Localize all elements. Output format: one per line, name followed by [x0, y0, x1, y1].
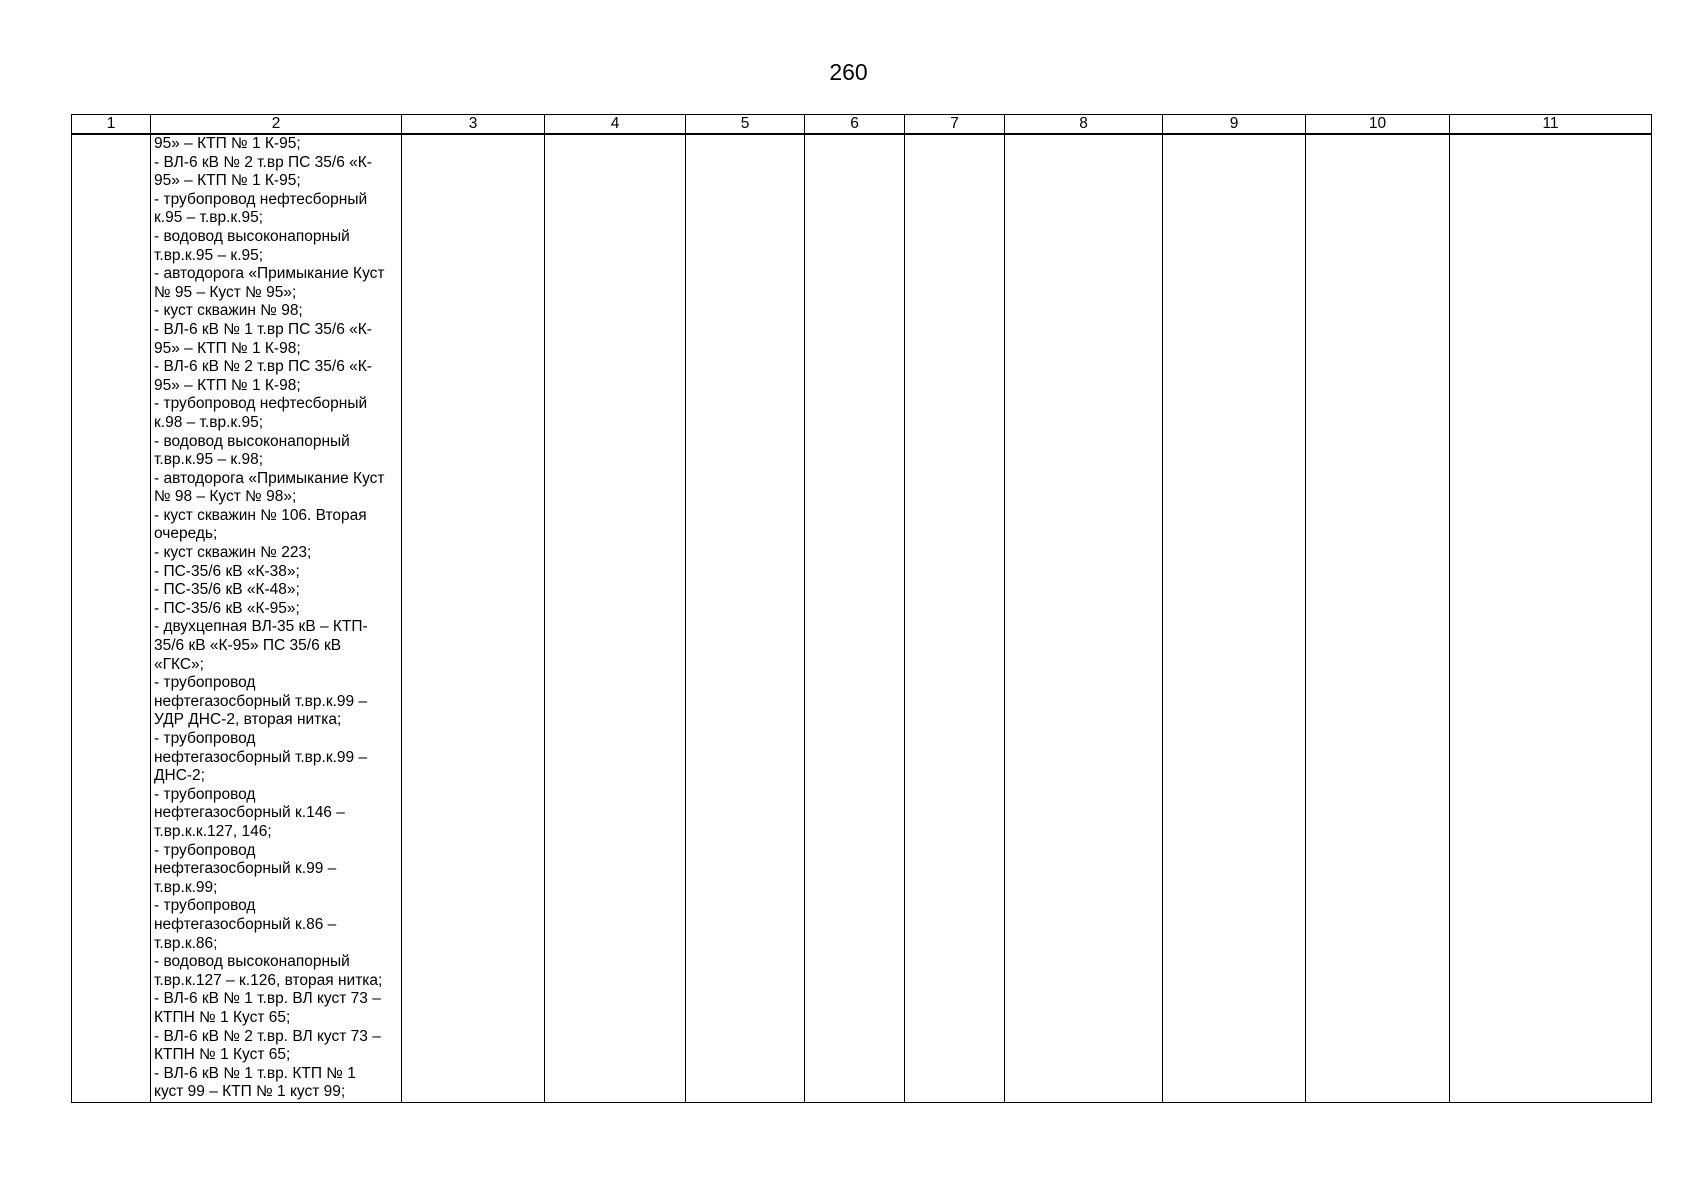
cell-text-line: - ВЛ-6 кВ № 1 т.вр. КТП № 1	[154, 1064, 356, 1082]
table-cell-col9	[1163, 134, 1306, 1102]
cell-text-line: - ПС-35/6 кВ «К-95»;	[154, 599, 300, 617]
table-cell-col8	[1005, 134, 1163, 1102]
cell-text-line: - трубопровод	[154, 730, 256, 747]
column-header: 5	[686, 115, 805, 135]
cell-text-line: нефтегазосборный к.86 –	[154, 915, 337, 933]
cell-text-line: - трубопровод нефтесборный	[154, 395, 368, 413]
cell-text-line: «ГКС»;	[154, 655, 204, 673]
table-cell-col7	[905, 134, 1005, 1102]
cell-text-line: - водовод высоконапорный	[154, 953, 350, 971]
column-header: 7	[905, 115, 1005, 135]
table-cell-col10	[1306, 134, 1450, 1102]
cell-text-line: 95» – КТП № 1 К-98;	[154, 339, 301, 357]
cell-text-line: - водовод высоконапорный	[154, 227, 350, 245]
column-header: 1	[72, 115, 151, 135]
cell-text-line: № 98 – Куст № 98»;	[154, 488, 297, 506]
cell-text-line: к.95 – т.вр.к.95;	[154, 209, 264, 227]
cell-text-line: - ВЛ-6 кВ № 2 т.вр ПС 35/6 «К-	[154, 358, 372, 376]
column-header: 8	[1005, 115, 1163, 135]
cell-text-line: - трубопровод	[154, 785, 256, 803]
cell-text-line: 95» – КТП № 1 К-95;	[154, 135, 301, 152]
column-header: 3	[402, 115, 545, 135]
cell-text-line: КТПН № 1 Куст 65;	[154, 1046, 291, 1064]
cell-text-line: т.вр.к.99;	[154, 878, 218, 896]
cell-text-line: - двухцепная ВЛ-35 кВ – КТП-	[154, 618, 368, 636]
cell-text-line: ДНС-2;	[154, 767, 205, 785]
table-cell-col3	[402, 134, 545, 1102]
cell-text-line: - куст скважин № 106. Вторая	[154, 506, 367, 524]
cell-text-line: - ВЛ-6 кВ № 1 т.вр. ВЛ куст 73 –	[154, 990, 381, 1008]
table-header-row	[72, 115, 1652, 135]
table-cell-col11	[1450, 134, 1652, 1102]
cell-text-line: нефтегазосборный т.вр.к.99 –	[154, 692, 368, 710]
column-header: 11	[1450, 115, 1652, 135]
table-cell-col6	[805, 134, 905, 1102]
column-header: 10	[1306, 115, 1450, 135]
document-table	[71, 114, 1652, 1103]
cell-text-line: КТПН № 1 Куст 65;	[154, 1008, 291, 1026]
column-header: 6	[805, 115, 905, 135]
cell-text-line: т.вр.к.к.127, 146;	[154, 822, 272, 840]
cell-text-line: очередь;	[154, 525, 218, 543]
cell-text-line: 35/6 кВ «К-95» ПС 35/6 кВ	[154, 637, 342, 655]
cell-text-line: - ПС-35/6 кВ «К-48»;	[154, 581, 300, 599]
cell-text-line: т.вр.к.127 – к.126, вторая нитка;	[154, 971, 383, 989]
cell-text-line: нефтегазосборный к.146 –	[154, 804, 345, 822]
cell-text-line: т.вр.к.95 – к.95;	[154, 246, 264, 264]
cell-text-line: - ВЛ-6 кВ № 1 т.вр ПС 35/6 «К-	[154, 320, 372, 338]
object-list	[151, 135, 401, 1102]
cell-text-line: куст 99 – КТП № 1 куст 99;	[154, 1083, 346, 1101]
cell-text-line: - куст скважин № 98;	[154, 302, 303, 320]
cell-text-line: - водовод высоконапорный	[154, 432, 350, 450]
cell-text-line: т.вр.к.95 – к.98;	[154, 451, 264, 469]
table-cell-col2	[151, 134, 402, 1102]
table-cell-col1	[72, 134, 151, 1102]
column-header: 4	[545, 115, 686, 135]
cell-text-line: нефтегазосборный т.вр.к.99 –	[154, 748, 368, 766]
table-cell-col5	[686, 134, 805, 1102]
table-cell-col4	[545, 134, 686, 1102]
cell-text-line: к.98 – т.вр.к.95;	[154, 413, 264, 431]
cell-text-line: УДР ДНС-2, вторая нитка;	[154, 711, 342, 729]
cell-text-line: - автодорога «Примыкание Куст	[154, 265, 385, 283]
table-row	[72, 134, 1652, 1102]
cell-text-line: - трубопровод	[154, 897, 256, 915]
cell-text-line: - трубопровод	[154, 674, 256, 692]
cell-text-line: - ВЛ-6 кВ № 2 т.вр ПС 35/6 «К-	[154, 153, 372, 171]
cell-text-line: т.вр.к.86;	[154, 934, 218, 952]
cell-text-line: нефтегазосборный к.99 –	[154, 860, 337, 878]
cell-text-line: 95» – КТП № 1 К-95;	[154, 172, 301, 190]
cell-text-line: № 95 – Куст № 95»;	[154, 283, 297, 301]
cell-text-line: - трубопровод нефтесборный	[154, 190, 368, 208]
cell-text-line: - ПС-35/6 кВ «К-38»;	[154, 562, 300, 580]
cell-text-line: - автодорога «Примыкание Куст	[154, 469, 385, 487]
cell-text-line: 95» – КТП № 1 К-98;	[154, 376, 301, 394]
cell-text-line: - трубопровод	[154, 841, 256, 859]
cell-text-line: - ВЛ-6 кВ № 2 т.вр. ВЛ куст 73 –	[154, 1027, 381, 1045]
cell-text-line: - куст скважин № 223;	[154, 544, 312, 562]
page-number: 260	[829, 59, 868, 85]
column-header: 9	[1163, 115, 1306, 135]
column-header: 2	[151, 115, 402, 135]
